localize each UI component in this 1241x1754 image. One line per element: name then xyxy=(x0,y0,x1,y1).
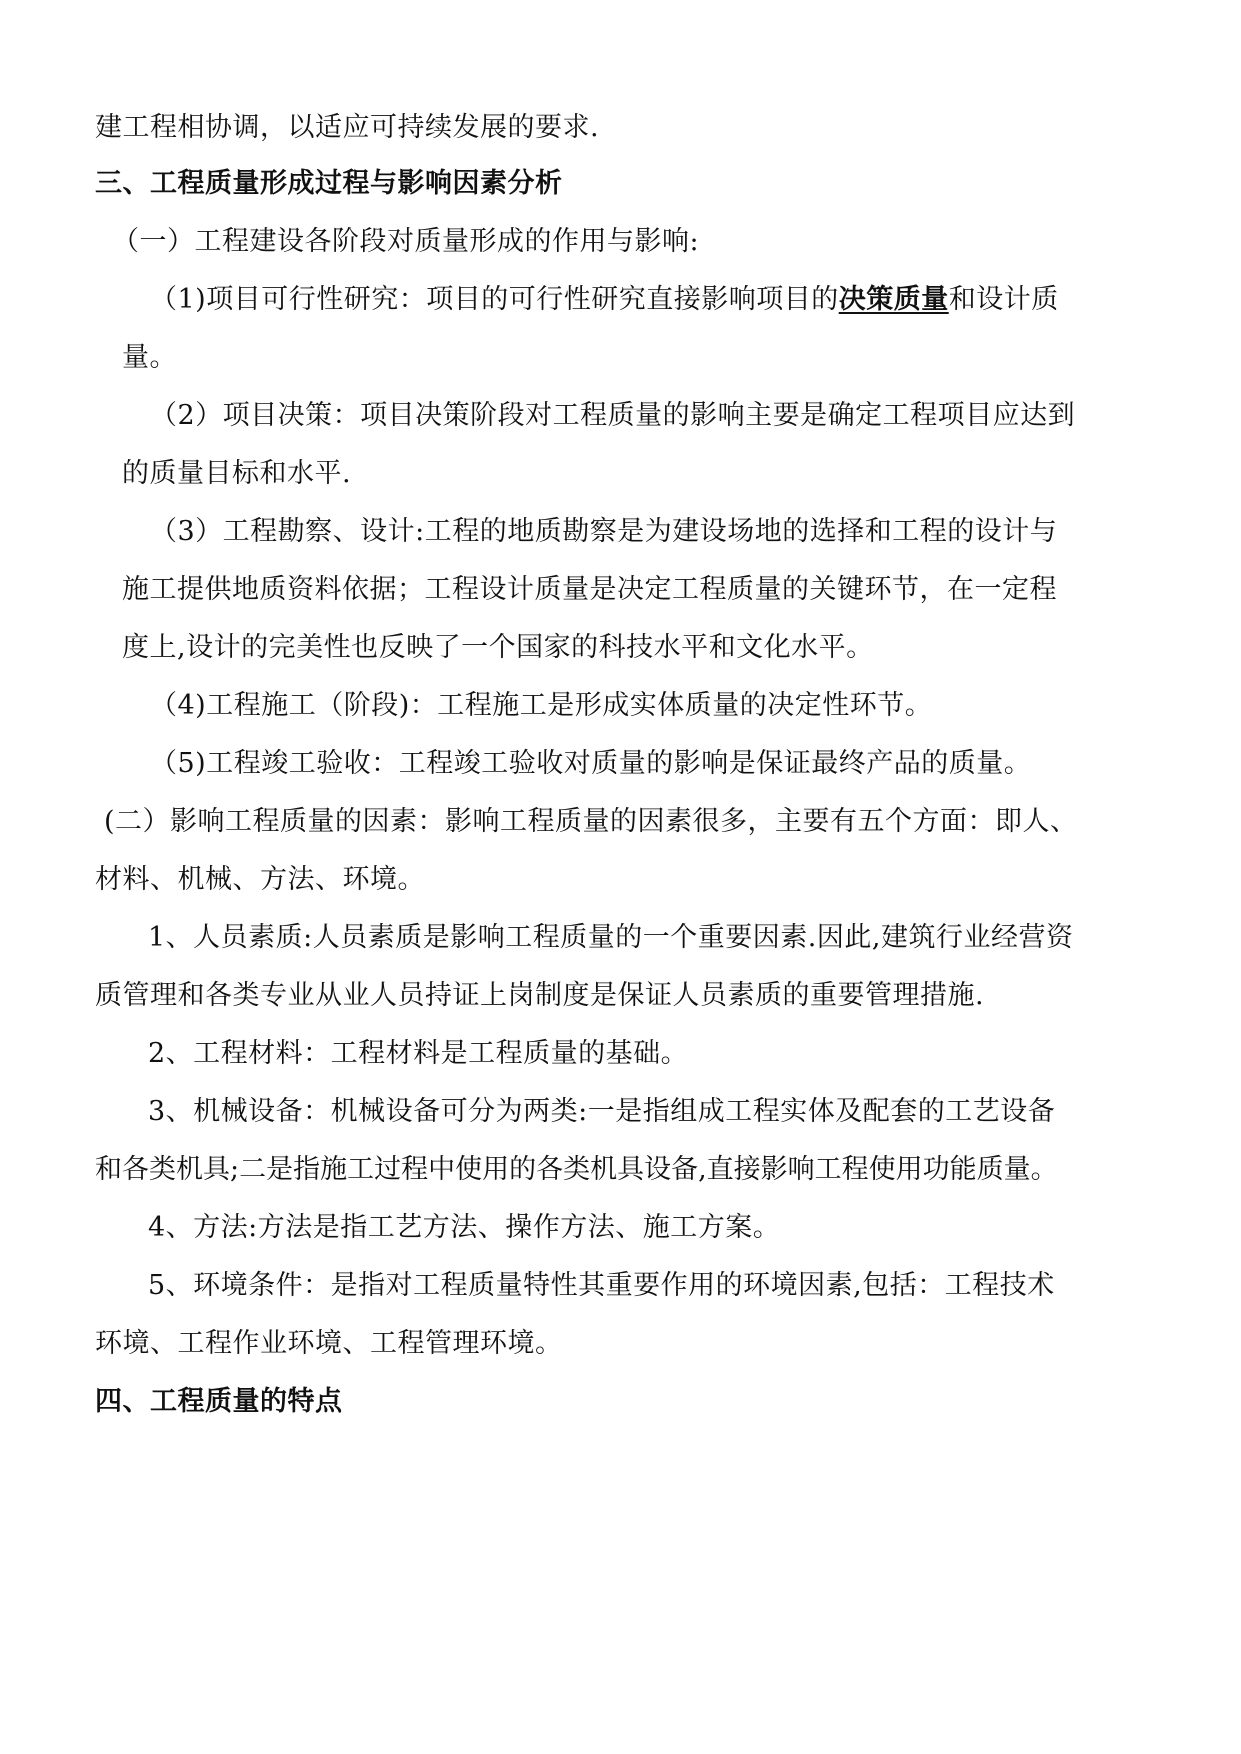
item-2-line-1: （2）项目决策：项目决策阶段对工程质量的影响主要是确定工程项目应达到 xyxy=(150,400,1076,431)
key-term-decision-quality: 决策质量 xyxy=(838,284,949,315)
factor-3-line-1: 3、机械设备：机械设备可分为两类:一是指组成工程实体及配套的工艺设备 xyxy=(148,1096,1056,1127)
factor-5-line-2: 环境、工程作业环境、工程管理环境。 xyxy=(95,1328,563,1359)
item-5-line: （5)工程竣工验收：工程竣工验收对质量的影响是保证最终产品的质量。 xyxy=(150,748,1032,779)
factor-4-line: 4、方法:方法是指工艺方法、操作方法、施工方案。 xyxy=(148,1212,781,1243)
factor-2-line: 2、工程材料：工程材料是工程质量的基础。 xyxy=(148,1038,689,1069)
section-3-heading: 三、工程质量形成过程与影响因素分析 xyxy=(95,168,563,199)
factor-1-line-1: 1、人员素质:人员素质是影响工程质量的一个重要因素.因此,建筑行业经营资 xyxy=(148,922,1074,953)
item-1-line-2: 量。 xyxy=(122,342,177,373)
subsection-2-line-2: 材料、机械、方法、环境。 xyxy=(95,864,425,895)
factor-5-line-1: 5、环境条件：是指对工程质量特性其重要作用的环境因素,包括：工程技术 xyxy=(148,1270,1055,1301)
factor-3-line-2: 和各类机具;二是指施工过程中使用的各类机具设备,直接影响工程使用功能质量。 xyxy=(95,1154,1058,1185)
item-3-line-3: 度上,设计的完美性也反映了一个国家的科技水平和文化水平。 xyxy=(122,632,874,663)
item-2-line-2: 的质量目标和水平. xyxy=(122,458,352,489)
item-1-text-after: 和设计质 xyxy=(948,284,1059,315)
item-3-line-1: （3）工程勘察、设计:工程的地质勘察是为建设场地的选择和工程的设计与 xyxy=(150,516,1058,547)
item-3-line-2: 施工提供地质资料依据；工程设计质量是决定工程质量的关键环节，在一定程 xyxy=(122,574,1057,605)
factor-1-line-2: 质管理和各类专业从业人员持证上岗制度是保证人员素质的重要管理措施. xyxy=(95,980,985,1011)
continuation-text: 建工程相协调，以适应可持续发展的要求. xyxy=(95,112,600,143)
item-1-text-before: （1)项目可行性研究：项目的可行性研究直接影响项目的 xyxy=(150,284,839,315)
subsection-2-line-1: (二）影响工程质量的因素：影响工程质量的因素很多，主要有五个方面：即人、 xyxy=(104,806,1078,837)
item-1-line-1 xyxy=(150,280,1059,320)
item-4-line: （4)工程施工（阶段)：工程施工是形成实体质量的决定性环节。 xyxy=(150,690,933,721)
subsection-1-heading: （一）工程建设各阶段对质量形成的作用与影响: xyxy=(112,226,700,257)
section-4-heading: 四、工程质量的特点 xyxy=(95,1386,343,1417)
